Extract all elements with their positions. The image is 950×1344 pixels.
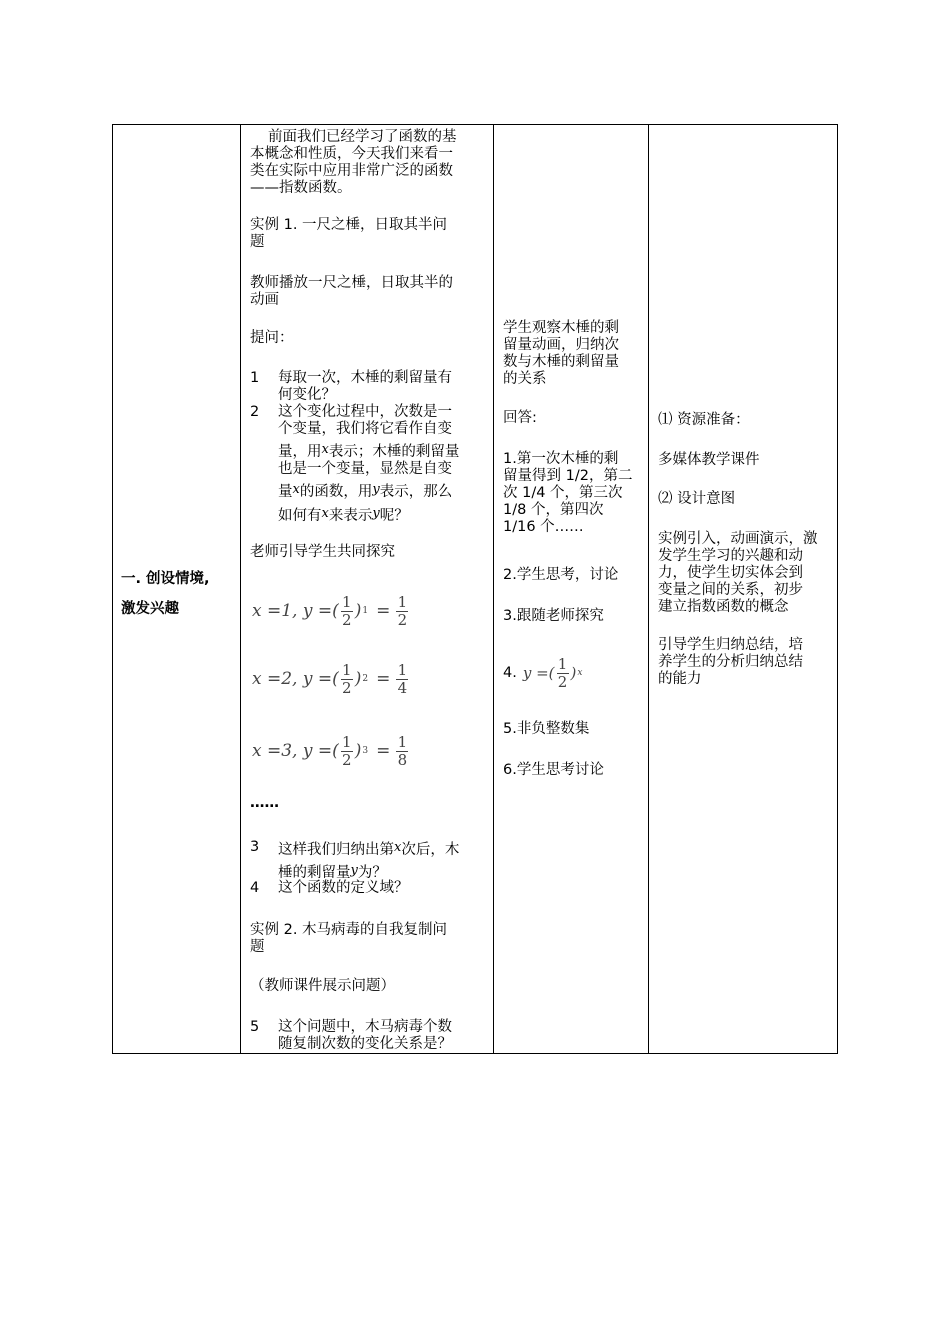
question-1: 1 每取一次，木棰的剩留量有 何变化？	[250, 370, 452, 403]
student-answer-4: 4. y =( $\frac{1}{2}$ ) x	[503, 654, 583, 691]
student-answer-1: 1.第一次木棰的剩 留量得到 1/2，第二 次 1/4 个，第三次 1/8 个，第四次 1/16 个……	[503, 451, 633, 535]
student-answer-6: 6.学生思考讨论	[503, 762, 604, 778]
lesson-table	[112, 124, 838, 1054]
student-answer-heading: 回答:	[503, 410, 537, 426]
media-courseware: 多媒体教学课件	[658, 452, 760, 468]
design-intent-heading: ⑵ 设计意图	[658, 491, 736, 507]
teacher-show-problem: （教师课件展示问题）	[250, 978, 395, 994]
formula-x1: x =1, y =( $\frac{1}{2}$ ) 1 = $\frac{1}{2}$	[252, 592, 408, 629]
intro-paragraph: 前面我们已经学习了函数的基 本概念和性质，今天我们来看一 类在实际中应用非常广泛的函数 ——指数函数。	[250, 129, 457, 196]
teacher-activity-cell	[241, 125, 493, 1053]
teacher-play-animation: 教师播放一尺之棰，日取其半的 动画	[250, 275, 453, 308]
student-activity-cell	[494, 125, 648, 1053]
question-3: 3 这样我们归纳出第x次后，木 棰的剩留量y为？	[250, 839, 460, 881]
intent-paragraph-2: 引导学生归纳总结，培 养学生的分析归纳总结 的能力	[658, 637, 803, 687]
student-answer-2: 2.学生思考，讨论	[503, 567, 619, 583]
student-answer-3: 3.跟随老师探究	[503, 608, 604, 624]
formula-x2: x =2, y =( $\frac{1}{2}$ ) 2 = $\frac{1}{4}$	[252, 660, 408, 697]
resource-prep: ⑴ 资源准备：	[658, 412, 750, 428]
stage-title: 一. 创设情境, 激发兴趣	[121, 571, 210, 617]
example-2-title: 实例 2. 木马病毒的自我复制问 题	[250, 922, 448, 955]
question-2: 2 这个变化过程中，次数是一 个变量，我们将它看作自变 量，用x表示；木棰的剩留量 也是一个变量，显然是自变 量x的函数，用y表示，那么 如何有x来表示y呢？	[250, 404, 460, 524]
teacher-guide: 老师引导学生共同探究	[250, 544, 395, 560]
design-intent-cell	[649, 125, 837, 1053]
question-heading: 提问：	[250, 330, 294, 346]
formula-x3: x =3, y =( $\frac{1}{2}$ ) 3 = $\frac{1}{8}$	[252, 732, 408, 769]
question-5: 5 这个问题中，木马病毒个数 随复制次数的变化关系是？	[250, 1019, 452, 1052]
ellipsis: ……	[250, 795, 279, 811]
example-1-title: 实例 1. 一尺之棰，日取其半问 题	[250, 217, 448, 250]
intent-paragraph-1: 实例引入，动画演示，激 发学生学习的兴趣和动 力，使学生切实体会到 变量之间的关系，初步 建立指数函数的概念	[658, 531, 818, 615]
stage-cell	[113, 125, 240, 1053]
student-answer-5: 5.非负整数集	[503, 721, 590, 737]
student-observe: 学生观察木棰的剩 留量动画，归纳次 数与木棰的剩留量 的关系	[503, 320, 619, 387]
question-4: 4 这个函数的定义域？	[250, 880, 409, 896]
